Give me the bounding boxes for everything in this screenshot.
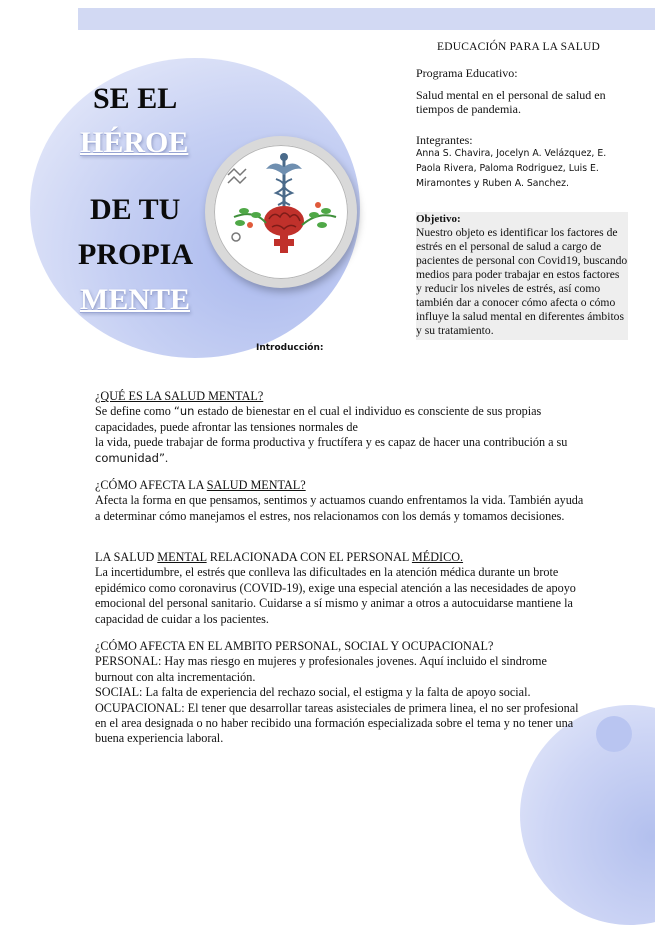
section-2-title xyxy=(95,478,585,493)
objective-text: Nuestro objeto es identificar los factores de estrés en el personal de salud a cargo de pacientes de personal con Covid19, buscando medios para poder trabajar en estos factores y reducir los niveles de estrés, así como también dar a conocer cómo afecta o cómo influye la salud mental en diferentes ámbitos y su tratamiento. xyxy=(416,226,628,337)
section-1-text-d: . xyxy=(164,450,168,465)
section-4-personal: PERSONAL: Hay mas riesgo en mujeres y profesionales jovenes. Aquí incluido el sindrome burnout con alta incrementación. xyxy=(95,654,547,684)
objective-label: Objetivo: xyxy=(416,213,461,225)
medical-brain-caduceus-icon xyxy=(214,145,348,279)
corner-decorative-dot xyxy=(596,716,632,752)
section-4-social: SOCIAL: La falta de experiencia del rechazo social, el estigma y la falta de apoyo social. xyxy=(95,685,531,700)
members-label: Integrantes: xyxy=(416,133,473,147)
section-medical-staff xyxy=(95,550,585,627)
section-2-title-b: SALUD MENTAL? xyxy=(206,478,306,492)
section-what-is-mental-health xyxy=(95,389,585,466)
program-title: Salud mental en el personal de salud en tiempos de pandemia. xyxy=(416,88,606,116)
section-1-title: ¿QUÉ ES LA SALUD MENTAL? xyxy=(95,389,264,403)
section-4-occupational: OCUPACIONAL: El tener que desarrollar tareas asisteciales de primera linea, el no ser profesional en el area designada o no haber recibido una formación especializada sobre el tema y no tener una buena experiencia laboral. xyxy=(95,700,579,746)
section-how-it-affects xyxy=(95,478,585,524)
section-1-quote-open: “un xyxy=(173,404,195,419)
section-3-title xyxy=(95,550,585,565)
objective-box xyxy=(416,212,628,340)
members-list: Anna S. Chavira, Jocelyn A. Velázquez, E. Paola Rivera, Paloma Rodriguez, Luis E. Miramontes y Ruben A. Sanchez. xyxy=(416,148,607,189)
section-3-text: La incertidumbre, el estrés que conlleva las dificultades en la atención médica durante un brote epidémico como coronavirus (COVID-19), exige una especial atención a las necesidades de apoyo emocional del personal sanitario. Cuidarse a sí mismo y animar a otros a autocuidarse mantiene la capacidad de cuidar a los pacientes. xyxy=(95,565,576,626)
section-1-text-a: Se define como xyxy=(95,404,174,419)
top-decorative-band xyxy=(78,8,655,30)
section-2-title-a: ¿CÓMO AFECTA LA xyxy=(95,478,207,492)
section-personal-social-occupational xyxy=(95,639,585,747)
section-1-quote-close: comunidad” xyxy=(95,450,165,465)
section-1-text-b: estado de bienestar en el cual el individuo es consciente de sus propias capacidades, puede afrontar las tensiones normales de xyxy=(95,404,542,434)
section-4-title: ¿CÓMO AFECTA EN EL AMBITO PERSONAL, SOCIAL Y OCUPACIONAL? xyxy=(95,639,494,653)
hero-line-2: HÉROE xyxy=(80,126,189,159)
section-3-title-c: RELACIONADA CON EL PERSONAL xyxy=(206,550,412,564)
hero-line-3: DE TU xyxy=(90,193,181,226)
section-2-text: Afecta la forma en que pensamos, sentimos y actuamos cuando enfrentamos la vida. También ayuda a determinar cómo manejamos el estres, nos relacionamos con los demás y tomamos decisiones. xyxy=(95,493,584,523)
program-label: Programa Educativo: xyxy=(416,66,518,80)
section-3-title-a: LA SALUD xyxy=(95,550,158,564)
hero-line-1: SE EL xyxy=(93,82,178,115)
sidebar-heading: EDUCACIÓN PARA LA SALUD xyxy=(437,41,600,53)
section-1-text xyxy=(95,404,585,435)
hero-line-4: PROPIA xyxy=(78,238,193,271)
section-3-title-d: MÉDICO. xyxy=(411,550,464,564)
section-1-text-c: la vida, puede trabajar de forma productiva y fructífera y es capaz de hacer una contribución a su xyxy=(95,435,568,450)
hero-line-5: MENTE xyxy=(80,283,191,316)
section-3-title-b: MENTAL xyxy=(157,550,207,564)
intro-label: Introducción: xyxy=(256,343,324,353)
section-1-text-cont xyxy=(95,435,585,466)
medical-emblem xyxy=(205,136,357,288)
